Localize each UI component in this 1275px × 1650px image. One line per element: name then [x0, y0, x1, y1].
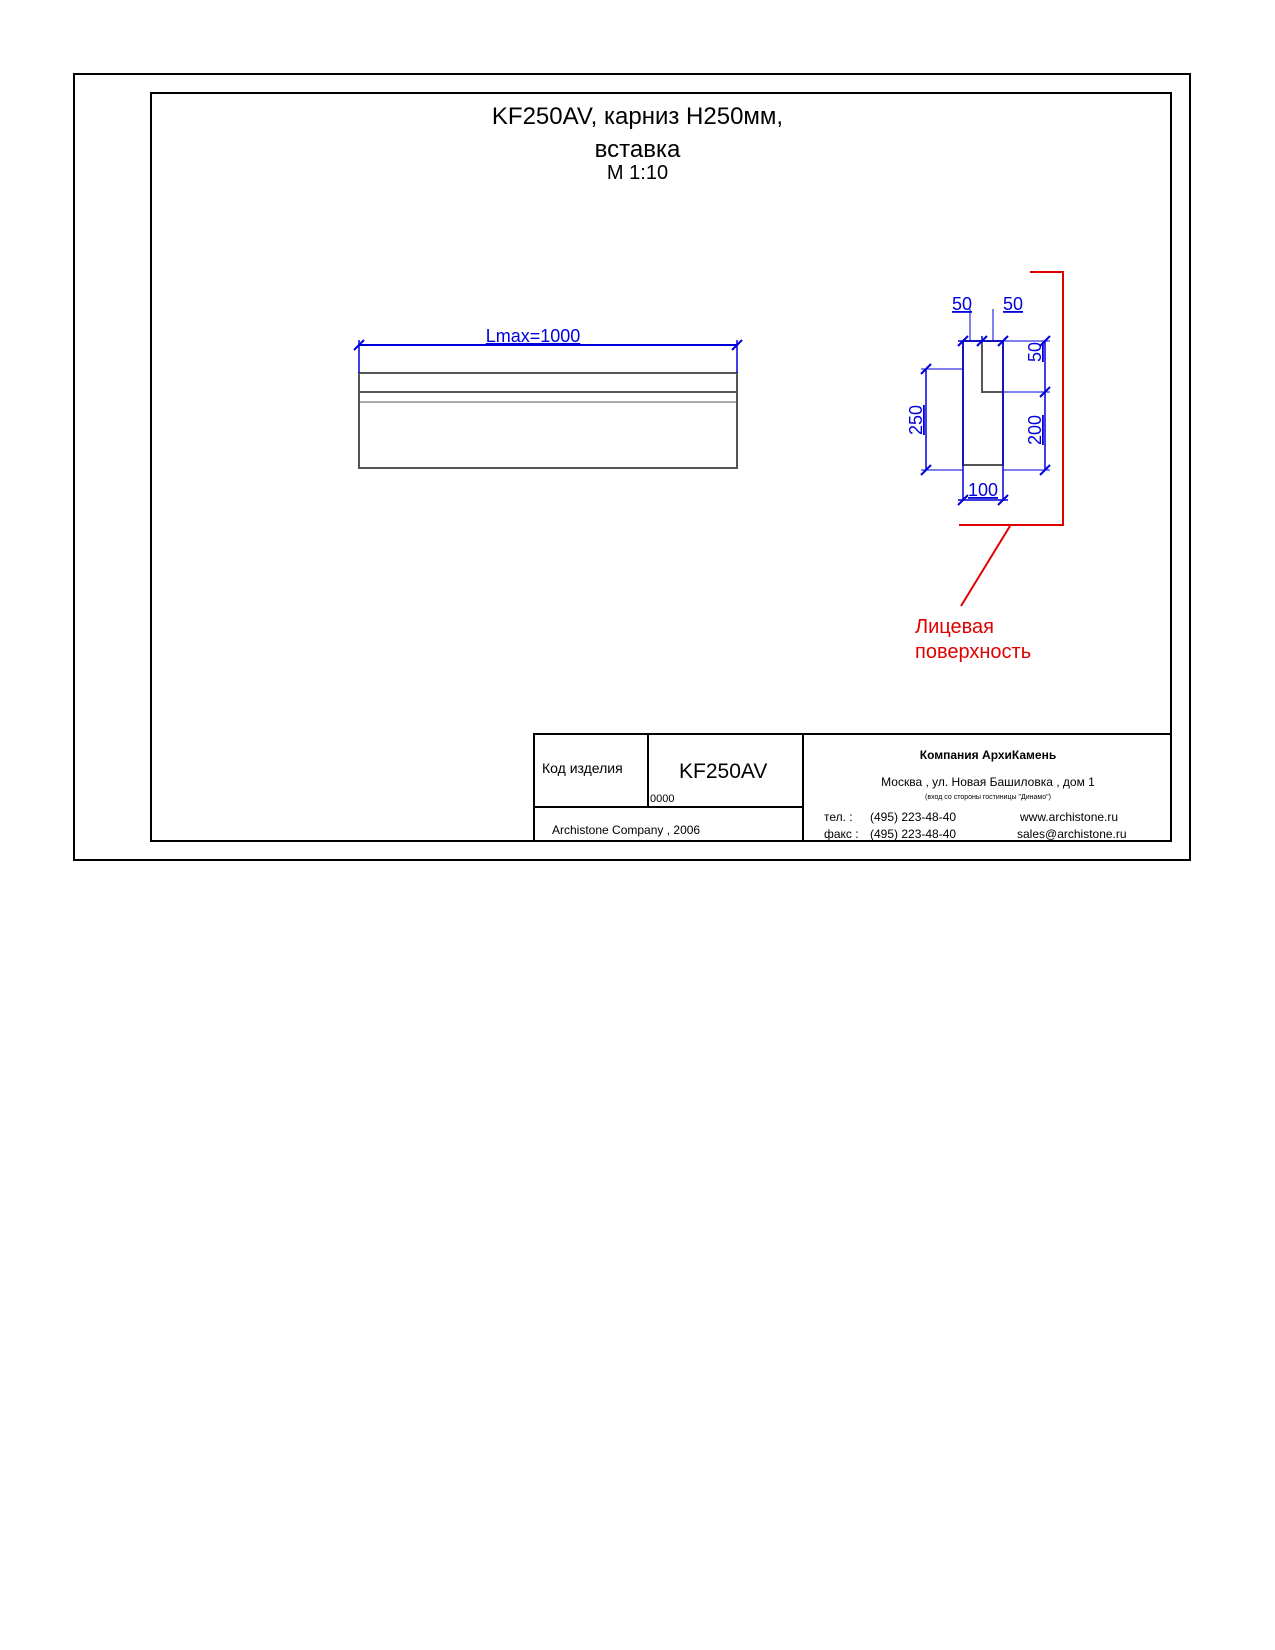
email-link[interactable]: sales@archistone.ru: [1017, 827, 1127, 841]
fax-label: факс :: [824, 827, 859, 841]
code-value: KF250AV: [679, 760, 768, 783]
section-dim-width: 100: [967, 480, 999, 500]
tb-border-top: [533, 733, 1172, 735]
website-link[interactable]: www.archistone.ru: [1020, 810, 1119, 824]
drawing-title: KF250AV, карниз H250мм,: [491, 103, 784, 130]
drawing-subtitle: вставка: [594, 136, 681, 163]
face-surface-label: [915, 615, 1031, 665]
phone-label: тел. :: [824, 810, 853, 824]
tb-border-left: [533, 733, 535, 841]
copyright: Archistone Company , 2006: [552, 823, 701, 837]
section-dim-right-bottom: 200: [1025, 414, 1045, 446]
length-dimension-label: Lmax=1000: [485, 326, 581, 346]
section-dim-right-top: 50: [1025, 341, 1045, 363]
face-surface-leader: [961, 526, 1010, 606]
section-view: [906, 272, 1063, 606]
face-label-line-1: Лицевая: [915, 616, 995, 638]
face-label-line-2: поверхность: [915, 641, 1032, 663]
tb-divider-row: [533, 806, 803, 808]
code-number: 0000: [650, 793, 675, 805]
company-address: Москва , ул. Новая Башиловка , дом 1: [881, 775, 1095, 789]
section-dim-top-right: 50: [1002, 294, 1024, 314]
address-note: (вход со стороны гостиницы "Динамо"): [925, 794, 1051, 801]
section-dim-top-left: 50: [951, 294, 973, 314]
front-view-outline: [359, 373, 737, 468]
code-label: Код изделия: [542, 760, 623, 776]
fax-number: (495) 223-48-40: [870, 827, 957, 841]
company-name: Компания АрхиКамень: [919, 748, 1057, 762]
front-view: [354, 326, 742, 468]
drawing-scale: M 1:10: [606, 162, 669, 184]
section-step: [982, 341, 1003, 392]
phone-number: (495) 223-48-40: [870, 810, 957, 824]
tb-divider-code: [647, 733, 649, 808]
section-dim-height: 250: [906, 404, 926, 436]
